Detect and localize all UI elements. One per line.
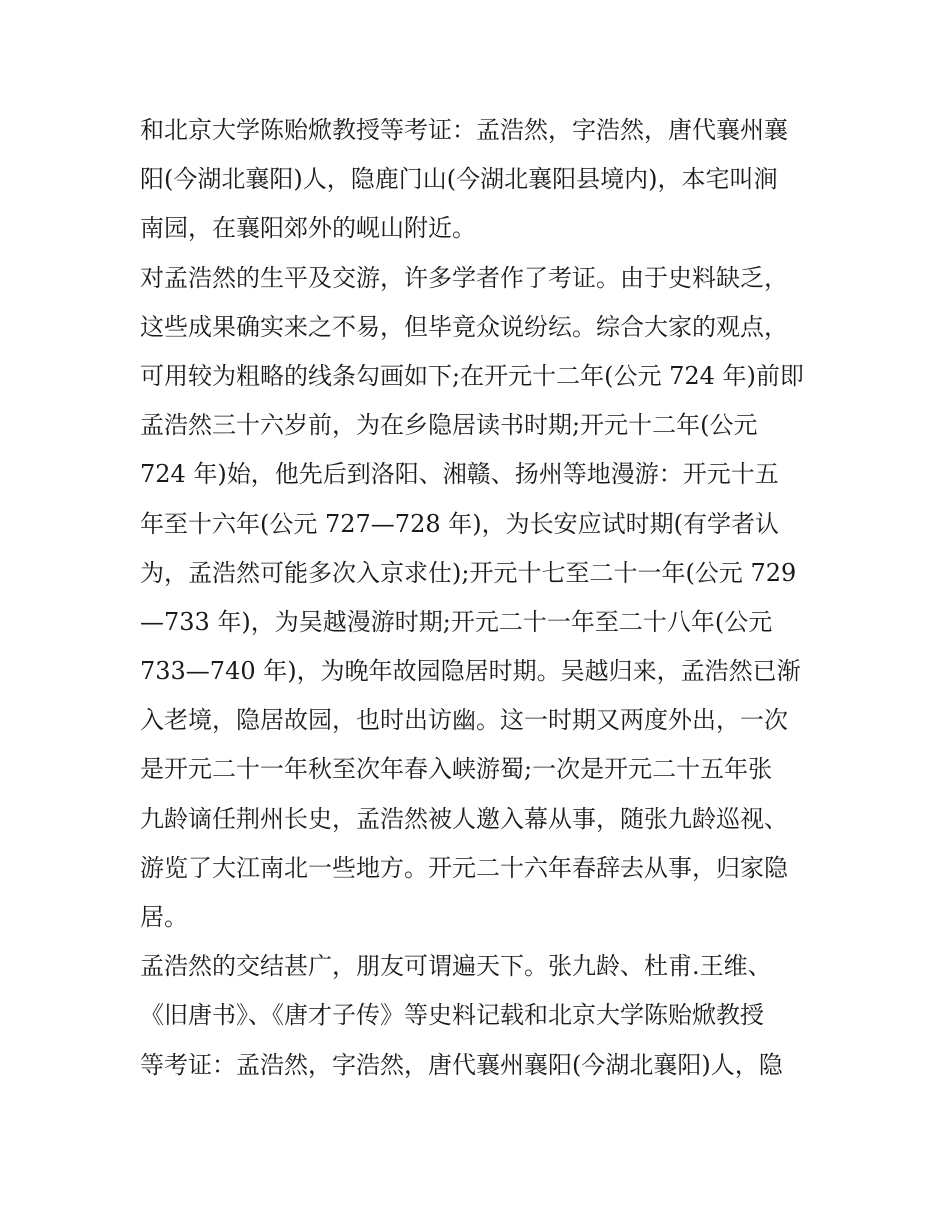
text-line: 这些成果确实来之不易，但毕竟众说纷纭。综合大家的观点， bbox=[140, 312, 788, 341]
text-line: 年至十六年(公元 727—728 年)，为长安应试时期(有学者认 bbox=[140, 509, 779, 538]
text-line: 733—740 年)，为晚年故园隐居时期。吴越归来，孟浩然已渐 bbox=[140, 657, 801, 686]
text-line: 游览了大江南北一些地方。开元二十六年春辞去从事，归家隐 bbox=[140, 853, 788, 882]
text-line: 《旧唐书》、《唐才子传》等史料记载和北京大学陈贻焮教授 bbox=[140, 1001, 764, 1030]
text-line: 为，孟浩然可能多次入京求仕);开元十七至二十一年(公元 729 bbox=[140, 558, 797, 587]
text-line: —733 年)，为吴越漫游时期;开元二十一年至二十八年(公元 bbox=[140, 607, 773, 636]
body-text bbox=[140, 106, 820, 1090]
text-line: 阳(今湖北襄阳)人，隐鹿门山(今湖北襄阳县境内)，本宅叫涧 bbox=[140, 165, 778, 194]
text-line: 可用较为粗略的线条勾画如下;在开元十二年(公元 724 年)前即 bbox=[140, 361, 804, 390]
text-line: 九龄谪任荆州长史，孟浩然被人邀入幕从事，随张九龄巡视、 bbox=[140, 804, 788, 833]
text-line: 对孟浩然的生平及交游，许多学者作了考证。由于史料缺乏， bbox=[140, 263, 788, 292]
text-line: 是开元二十一年秋至次年春入峡游蜀;一次是开元二十五年张 bbox=[140, 755, 773, 784]
text-line: 居。 bbox=[140, 903, 188, 931]
text-line: 南园，在襄阳郊外的岘山附近。 bbox=[140, 214, 476, 243]
text-line: 入老境，隐居故园，也时出访幽。这一时期又两度外出，一次 bbox=[140, 706, 788, 735]
text-line: 724 年)始，他先后到洛阳、湘赣、扬州等地漫游：开元十五 bbox=[140, 460, 779, 489]
text-line: 和北京大学陈贻焮教授等考证：孟浩然，字浩然，唐代襄州襄 bbox=[140, 116, 788, 144]
text-line: 孟浩然三十六岁前，为在乡隐居读书时期;开元十二年(公元 bbox=[140, 411, 758, 440]
text-line: 孟浩然的交结甚广，朋友可谓遍天下。张九龄、杜甫.王维、 bbox=[140, 952, 772, 981]
text-line: 等考证：孟浩然，字浩然，唐代襄州襄阳(今湖北襄阳)人，隐 bbox=[140, 1050, 783, 1079]
